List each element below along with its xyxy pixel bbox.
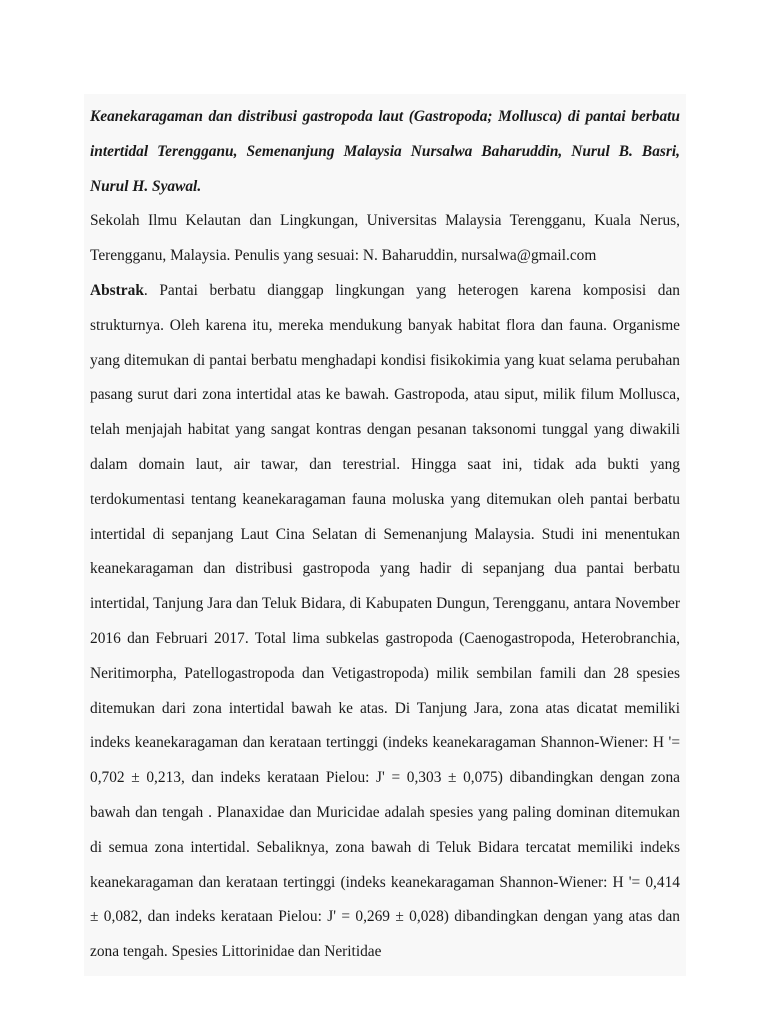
abstract-text: . Pantai berbatu dianggap lingkungan yang heterogen karena komposisi dan strukturnya. Oleh karena itu, mereka mendukung banyak habitat flora dan fauna. Organisme yang ditemukan di pantai berbatu menghadapi kondisi fisikokimia yang kuat selama perubahan pasang surut dari zona intertidal atas ke bawah. Gastropoda, atau siput, milik filum Mollusca, telah menjajah habitat yang sangat kontras dengan pesanan taksonomi tunggal yang diwakili dalam domain laut, air tawar, dan terestrial. Hingga saat ini, tidak ada bukti yang terdokumentasi tentang keanekaragaman fauna moluska yang ditemukan oleh pantai berbatu intertidal di sepanjang Laut Cina Selatan di Semenanjung Malaysia. Studi ini menentukan keanekaragaman dan distribusi gastropoda yang hadir di sepanjang dua pantai berbatu intertidal, Tanjung Jara dan Teluk Bidara, di Kabupaten Dungun, Terengganu, antara November 2016 dan Februari 2017. Total lima subkelas gastropoda (Caenogastropoda, Heterobranchia, Neritimorpha, Patellogastropoda dan Vetigastropoda) milik sembilan famili dan 28 spesies ditemukan dari zona intertidal bawah ke atas. Di Tanjung Jara, zona atas dicatat memiliki indeks keanekaragaman dan kerataan tertinggi (indeks keanekaragaman Shannon-Wiener: H '= 0,702 ± 0,213, dan indeks kerataan Pielou: J' = 0,303 ± 0,075) dibandingkan dengan zona bawah dan tengah . Planaxidae dan Muricidae adalah spesies yang paling dominan ditemukan di semua zona intertidal. Sebaliknya, zona bawah di Teluk Bidara tercatat memiliki indeks keanekaragaman dan kerataan tertinggi (indeks keanekaragaman Shannon-Wiener: H '= 0,414 ± 0,082, dan indeks kerataan Pielou: J' = 0,269 ± 0,028) dibandingkan dengan yang atas dan zona tengah. Spesies Littorinidae dan Neritidae: [90, 281, 680, 961]
abstract-paragraph: [90, 274, 680, 970]
document-body: [84, 94, 686, 976]
author-affiliation: Sekolah Ilmu Kelautan dan Lingkungan, Universitas Malaysia Terengganu, Kuala Nerus, Terengganu, Malaysia. Penulis yang sesuai: N. Baharuddin, nursalwa@gmail.com: [90, 212, 680, 265]
paper-title: Keanekaragaman dan distribusi gastropoda laut (Gastropoda; Mollusca) di pantai berbatu intertidal Terengganu, Semenanjung Malaysia Nursalwa Baharuddin, Nurul B. Basri, Nurul H. Syawal.: [90, 108, 680, 195]
abstract-label: Abstrak: [90, 281, 144, 299]
